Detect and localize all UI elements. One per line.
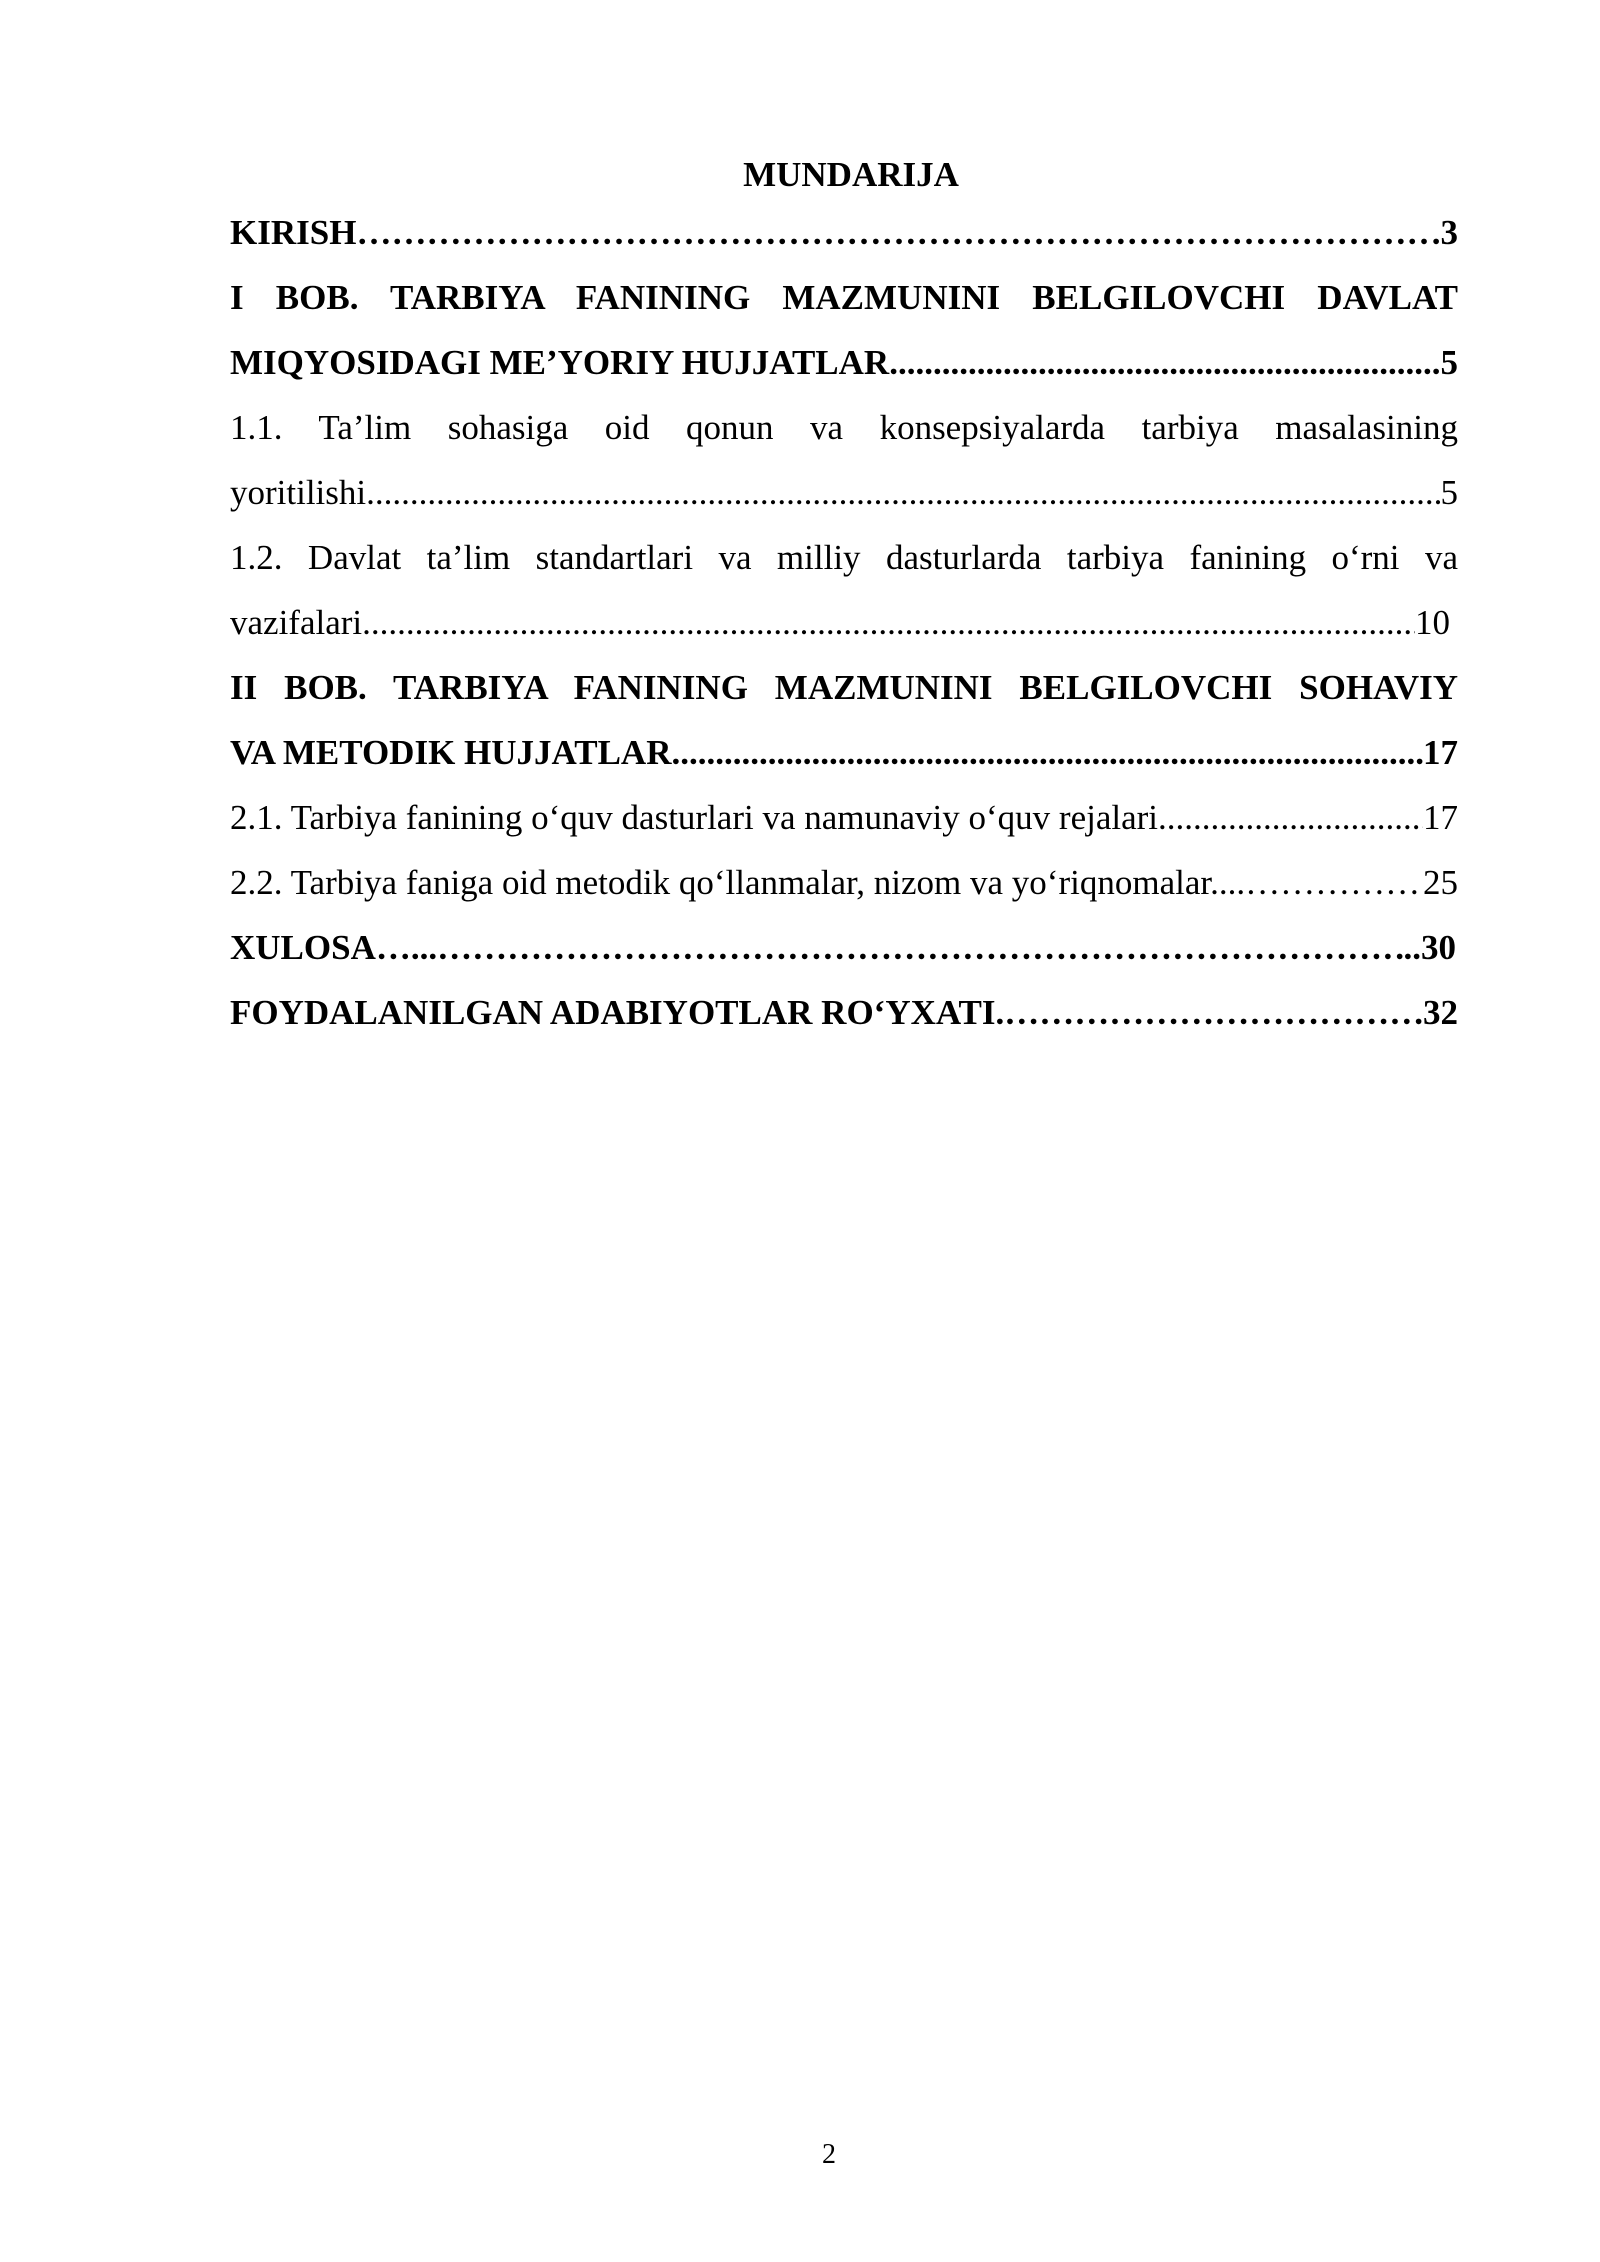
toc-entry-chapter-2-line-2 [230, 720, 1458, 785]
dot-leader [889, 330, 1440, 395]
dot-leader [362, 590, 1415, 655]
toc-entry-chapter-2-line-1: II BOB. TARBIYA FANINING MAZMUNINI BELGILOVCHI SOHAVIY [230, 668, 1458, 707]
toc-title: MUNDARIJA [743, 155, 959, 194]
toc-entry-label: KIRISH [230, 213, 357, 252]
table-of-contents [230, 150, 1458, 1045]
toc-entry-label: VA METODIK HUJJATLAR [230, 733, 672, 772]
toc-entry-references [230, 980, 1458, 1045]
dot-leader [1245, 850, 1423, 915]
toc-page-number: .32 [1414, 993, 1458, 1032]
dot-leader [1004, 980, 1414, 1045]
toc-page-number: 25 [1423, 863, 1458, 902]
dot-leader [366, 460, 1440, 525]
toc-entry-chapter-1-line-1: I BOB. TARBIYA FANINING MAZMUNINI BELGILOVCHI DAVLAT [230, 278, 1458, 317]
dot-leader [437, 915, 1403, 980]
toc-entry-kirish [230, 200, 1458, 265]
toc-page-number: 17 [1423, 733, 1458, 772]
toc-entry-label: 2.1. Tarbiya fanining o‘quv dasturlari va namunaviy o‘quv rejalari [230, 798, 1159, 837]
toc-entry-label: XULOSA…... [230, 928, 438, 967]
toc-entry-label: MIQYOSIDAGI ME’YORIY HUJJATLAR [230, 343, 890, 382]
toc-entry-section-2-1 [230, 785, 1458, 850]
toc-entry-section-1-1-line-1: 1.1. Ta’lim sohasiga oid qonun va konsepsiyalarda tarbiya masalasining [230, 408, 1458, 447]
toc-page-number: 5 [1440, 473, 1458, 512]
toc-entry-section-1-2-line-1: 1.2. Davlat ta’lim standartlari va milliy dasturlarda tarbiya fanining o‘rni va [230, 538, 1458, 577]
toc-entry-label: yoritilishi [230, 473, 367, 512]
toc-page-number: 17 [1423, 798, 1458, 837]
toc-page-number: .3 [1431, 213, 1458, 252]
toc-entry-label: FOYDALANILGAN ADABIYOTLAR RO‘YXATI. [230, 993, 1005, 1032]
dot-leader [356, 200, 1431, 265]
toc-entry-section-1-2-line-2 [230, 590, 1458, 655]
dot-leader [1158, 785, 1423, 850]
page-number: 2 [822, 2139, 836, 2170]
toc-page-number: 10 [1415, 603, 1450, 642]
toc-entry-section-2-2 [230, 850, 1458, 915]
toc-entry-xulosa [230, 915, 1458, 980]
dot-leader [671, 720, 1423, 785]
toc-entry-label: vazifalari [230, 603, 363, 642]
toc-entry-section-1-1-line-2 [230, 460, 1458, 525]
toc-entry-label: 2.2. Tarbiya faniga oid metodik qo‘llanmalar, nizom va yo‘riqnomalar.... [230, 863, 1246, 902]
toc-page-number: 5 [1440, 343, 1458, 382]
toc-entry-chapter-1-line-2 [230, 330, 1458, 395]
toc-page-number: ..30 [1403, 928, 1456, 967]
